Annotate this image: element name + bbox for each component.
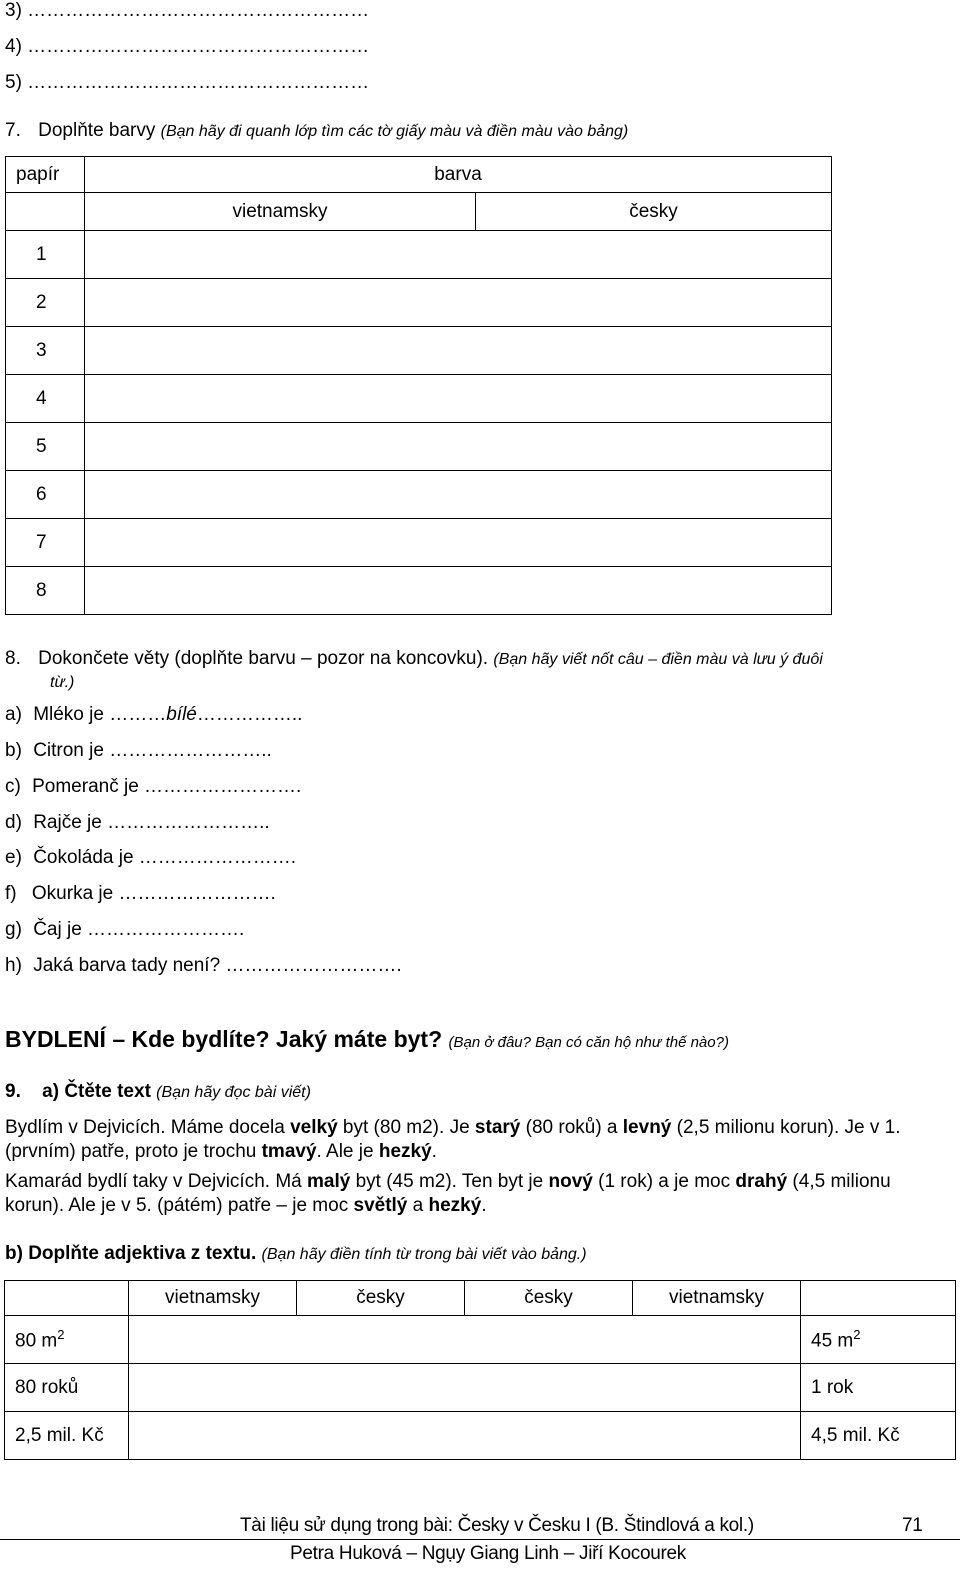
age-cell: 80 roků [5, 1364, 129, 1412]
item-label: e) [5, 847, 22, 868]
header-viet: vietnamsky [129, 1281, 297, 1316]
item-label: g) [5, 919, 22, 940]
papir-cell-empty [6, 193, 85, 231]
sentence-b [5, 740, 272, 762]
size-cell: 45 $m^2$ [801, 1316, 956, 1364]
answer-cell[interactable] [85, 423, 832, 471]
row-number: 5 [6, 423, 85, 471]
item-text: Okurka je ……………………. [31, 883, 276, 904]
answer-cell[interactable] [85, 471, 832, 519]
item-text: Čaj je ……………………. [33, 919, 245, 940]
answer-cell[interactable] [129, 1412, 801, 1460]
item-dots: …………….. [196, 704, 303, 725]
ex8-title: Dokončete věty (doplňte barvu – pozor na koncovku). [38, 648, 489, 669]
ex7-number: 7. [5, 120, 21, 141]
item-label: a) [5, 704, 22, 725]
sentence-g [5, 919, 244, 941]
adjectives-table [4, 1280, 956, 1460]
item-text: Pomeranč je ……………………. [32, 776, 302, 797]
section-title: BYDLENÍ – Kde bydlíte? Jaký máte byt? [5, 1026, 443, 1052]
size-cell: 80 $m^2$ [5, 1316, 129, 1364]
ex8-heading [5, 648, 823, 670]
sentence-h [5, 955, 402, 977]
page-number: 71 [902, 1515, 923, 1536]
header-empty [5, 1281, 129, 1316]
ex9a-note: (Bạn hãy đọc bài viết) [156, 1084, 311, 1101]
answer-line-5: 5) ……………………………………………… [5, 72, 370, 93]
answer-cell[interactable] [85, 231, 832, 279]
answer-cell[interactable] [129, 1364, 801, 1412]
ex9b-heading [5, 1243, 587, 1265]
item-text: Čokoláda je ……………………. [33, 847, 297, 868]
age-cell: 1 rok [801, 1364, 956, 1412]
item-label: c) [5, 776, 21, 797]
col-barva-header: barva [85, 157, 832, 193]
ex9b-note: (Bạn hãy điền tính từ trong bài viết vào bảng.) [261, 1246, 587, 1263]
row-number: 7 [6, 519, 85, 567]
ex8-note-cont: từ.) [50, 674, 75, 691]
row-number: 6 [6, 471, 85, 519]
item-text: Rajče je …………………….. [33, 812, 270, 833]
footer-divider [0, 1539, 960, 1540]
example-answer: bílé [166, 704, 197, 725]
row-number: 3 [6, 327, 85, 375]
item-text: Jaká barva tady není? ………………………. [33, 955, 402, 976]
answer-cell[interactable] [85, 279, 832, 327]
price-cell: 4,5 mil. Kč [801, 1412, 956, 1460]
price-cell: 2,5 mil. Kč [5, 1412, 129, 1460]
answer-line-4: 4) ……………………………………………… [5, 36, 370, 57]
footer-source: Tài liệu sử dụng trong bài: Česky v Česku I (B. Štindlová a kol.) [240, 1515, 754, 1536]
section-heading [5, 1026, 729, 1053]
ex7-heading [5, 120, 628, 142]
ex7-title: Doplňte barvy [38, 120, 156, 141]
ex7-note: (Bạn hãy đi quanh lớp tìm các tờ giấy màu và điền màu vào bảng) [160, 123, 629, 140]
ex9-heading [5, 1081, 311, 1103]
row-number: 4 [6, 375, 85, 423]
sentence-a [5, 704, 302, 726]
row-number: 8 [6, 567, 85, 615]
item-label: h) [5, 955, 22, 976]
ex9b-title: b) Doplňte adjektiva z textu. [5, 1243, 257, 1264]
item-label: f) [5, 883, 17, 904]
answer-cell[interactable] [85, 519, 832, 567]
footer-authors: Petra Huková – Ngụy Giang Linh – Jiří Kocourek [290, 1543, 686, 1564]
sentence-f [5, 883, 276, 905]
item-label: d) [5, 812, 22, 833]
col-papir-header: papír [6, 157, 85, 193]
item-label: b) [5, 740, 22, 761]
sentence-d [5, 812, 270, 834]
col-viet-header: vietnamsky [85, 193, 476, 231]
answer-cell[interactable] [85, 567, 832, 615]
header-cesky: česky [297, 1281, 465, 1316]
header-viet: vietnamsky [633, 1281, 801, 1316]
header-cesky: česky [465, 1281, 633, 1316]
ex9a-title: a) Čtěte text [42, 1081, 151, 1102]
header-empty [801, 1281, 956, 1316]
sentence-e [5, 847, 296, 869]
col-cesky-header: česky [476, 193, 832, 231]
ex8-note: (Bạn hãy viết nốt câu – điền màu và lưu ý đuôi [493, 651, 823, 668]
answer-cell[interactable] [129, 1316, 801, 1364]
answer-cell[interactable] [85, 327, 832, 375]
ex8-number: 8. [5, 648, 21, 669]
colors-table [5, 156, 832, 615]
answer-line-3: 3) ……………………………………………… [5, 0, 370, 21]
item-text: Mléko je ……… [33, 704, 167, 725]
row-number: 2 [6, 279, 85, 327]
reading-paragraph-2: Kamarád bydlí taky v Dejvicích. Má malý byt (45 m2). Ten byt je nový (1 rok) a je moc drahý (4,5 milionu korun). Ale je v 5. (pátém) patře – je moc světlý a hezký. [5, 1171, 891, 1216]
reading-paragraph-1: Bydlím v Dejvicích. Máme docela velký byt (80 m2). Je starý (80 roků) a levný (2,5 milionu korun). Je v 1. (prvním) patře, proto je trochu tmavý. Ale je hezký. [5, 1117, 901, 1162]
sentence-c [5, 776, 301, 798]
row-number: 1 [6, 231, 85, 279]
section-note: (Bạn ở đâu? Bạn có căn hộ như thế nào?) [448, 1034, 729, 1051]
answer-cell[interactable] [85, 375, 832, 423]
ex9-number: 9. [5, 1081, 21, 1102]
item-text: Citron je …………………….. [33, 740, 272, 761]
